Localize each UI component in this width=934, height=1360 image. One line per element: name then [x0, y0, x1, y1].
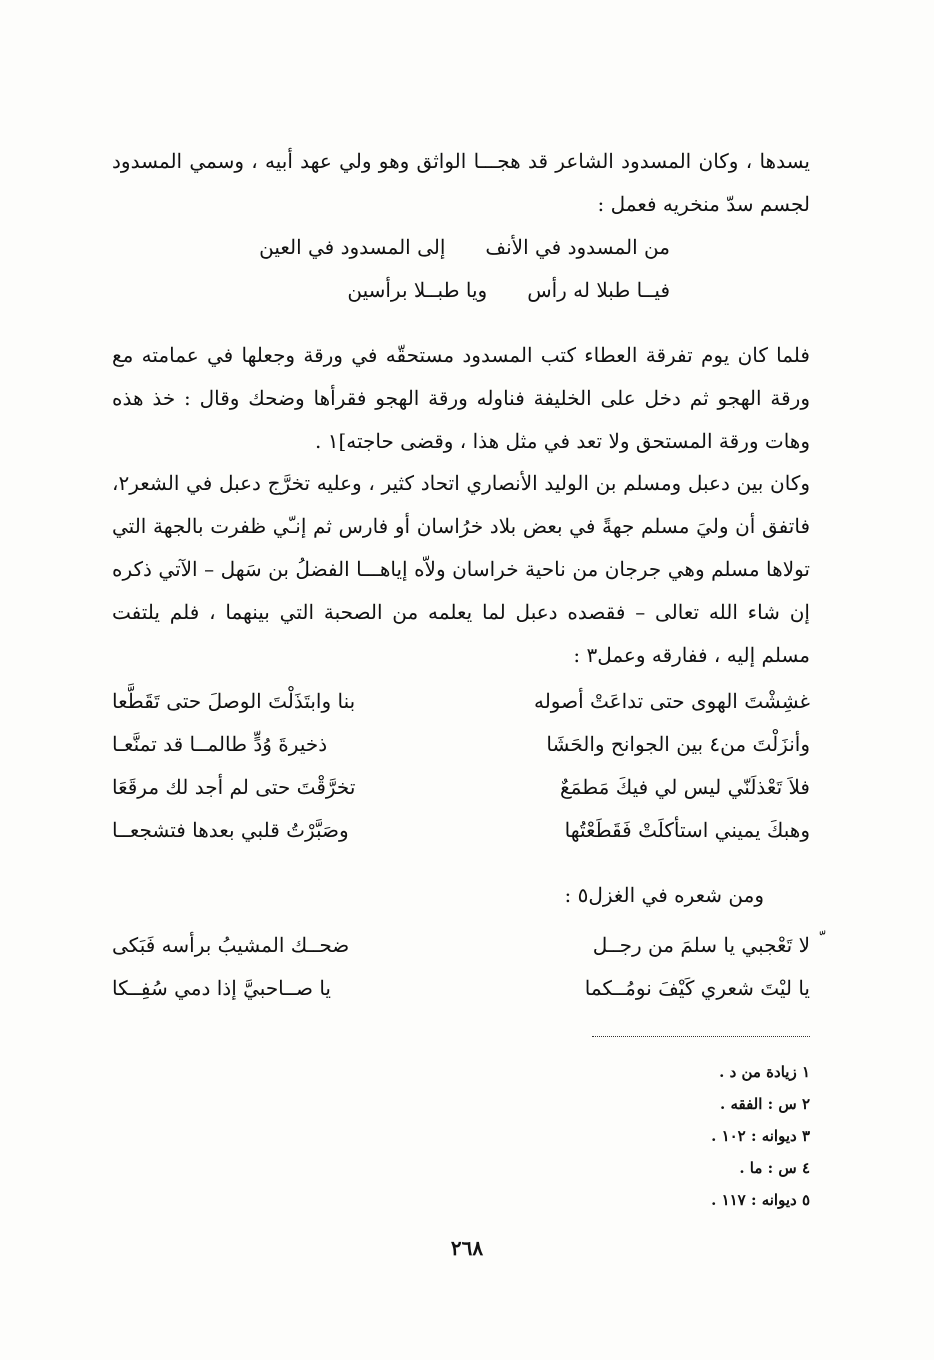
footnotes: [560, 1056, 810, 1216]
verse-first-hemistich: لا تَعْجبي يا سلمَ من رجــل: [592, 933, 810, 957]
verse-first-hemistich: فلاَ تَعْذلَنّي ليس لي فيكَ مَطمَعٌ: [560, 775, 810, 799]
verse-block-ghazal: [112, 924, 810, 1010]
verse-first-hemistich: وأنزَلْتَ من٤ بين الجوانح والحَشَا: [546, 732, 810, 756]
footnote: ٢ س : الفقه .: [720, 1095, 810, 1113]
paragraph-ataa: فلما كان يوم تفرقة العطاء كتب المسدود مستحقّه في ورقة وجعلها في عمامته مع ورقة الهجو ثم دخل على الخليفة فناوله ورقة الهجو فقرأها وضحك وقال : خذ هذه وهات ورقة المستحق ولا تعد في مثل هذا ، وقضى حاجته]١ .: [112, 343, 810, 453]
paragraph-intro: يسدها ، وكان المسدود الشاعر قد هجـــا الواثق وهو ولي عهد أبيه ، وسمي المسدود لجسم سدّ منخريه فعمل :: [112, 149, 810, 216]
paragraph-dibil-muslim: وكان بين دعبل ومسلم بن الوليد الأنصاري اتحاد كثير ، وعليه تخرَّج دعبل في الشعر٢، فاتفق أن وليَ مسلم جهةً في بعض بلاد خرُاسان أو فارس ثم إنـّي ظفرت بالجهة التي تولاها مسلم وهي جرجان من ناحية خراسان ولاّه إياهـــا الفضلُ بن سَهل – الآتي ذكره إن شاء الله تعالى – فقصده دعبل لما يعلمه من الصحبة التي بينهما ، فلم يلتفت مسلم إليه ، ففارقه وعمل٣ :: [112, 471, 810, 667]
page-number: ٢٦٨: [450, 1236, 484, 1260]
footnote: ٥ ديوانه : ١١٧ .: [711, 1191, 810, 1209]
verse-line: [240, 269, 670, 312]
verse-block-dibil: [112, 680, 810, 852]
verse-block-masdud: [240, 226, 670, 312]
verse-second-hemistich: ذخيرةَ وُدٍّ طالمــا قد تمنَّعـا: [112, 732, 328, 756]
verse-line: [112, 723, 810, 766]
verse-second-hemistich: وصَبَّرْتُ قلبي بعدها فتشجعــا: [112, 818, 349, 842]
verse-line: [112, 680, 810, 723]
footnote: ١ زيادة من د .: [719, 1063, 810, 1081]
verse-line: [112, 967, 810, 1010]
footnote-divider: [592, 1036, 810, 1037]
verse-second-hemistich: إلى المسدود في العين: [259, 235, 446, 259]
verse-first-hemistich: غشِشْتَ الهوى حتى تداعَتْ أصوله: [533, 689, 810, 713]
footnote: ٣ ديوانه : ١٠٢ .: [711, 1127, 810, 1145]
verse-second-hemistich: يا صــاحبيَّ إذا دمي سُفِــكا: [112, 976, 331, 1000]
verse-second-hemistich: ويا طبــلا برأسين: [347, 278, 488, 302]
verse-first-hemistich: فيــا طبلا له رأس: [527, 278, 670, 302]
verse-line: [112, 809, 810, 852]
verse-line: [240, 226, 670, 269]
verse-line: [112, 924, 810, 967]
verse-first-hemistich: يا ليْتَ شعري كَيْفَ نومُــكما: [584, 976, 810, 1000]
verse-second-hemistich: تخرَّقْتَ حتى لم أجد لك مرقَعَا: [112, 775, 356, 799]
paragraph-ghazal-intro: ومن شعره في الغزل٥ :: [564, 883, 764, 907]
verse-second-hemistich: ضحــك المشيبُ برأسه فَبَكى: [112, 933, 350, 957]
verse-second-hemistich: بنا وابتَذَلْتَ الوصلَ حتى تَقَطَّعا: [112, 689, 356, 713]
footnote: ٤ س : ما .: [739, 1159, 810, 1177]
verse-first-hemistich: من المسدود في الأنف: [485, 235, 670, 259]
verse-line: [112, 766, 810, 809]
verse-first-hemistich: وهبكَ يميني استأكلَتْ فَقَطَعْتُها: [564, 818, 810, 842]
